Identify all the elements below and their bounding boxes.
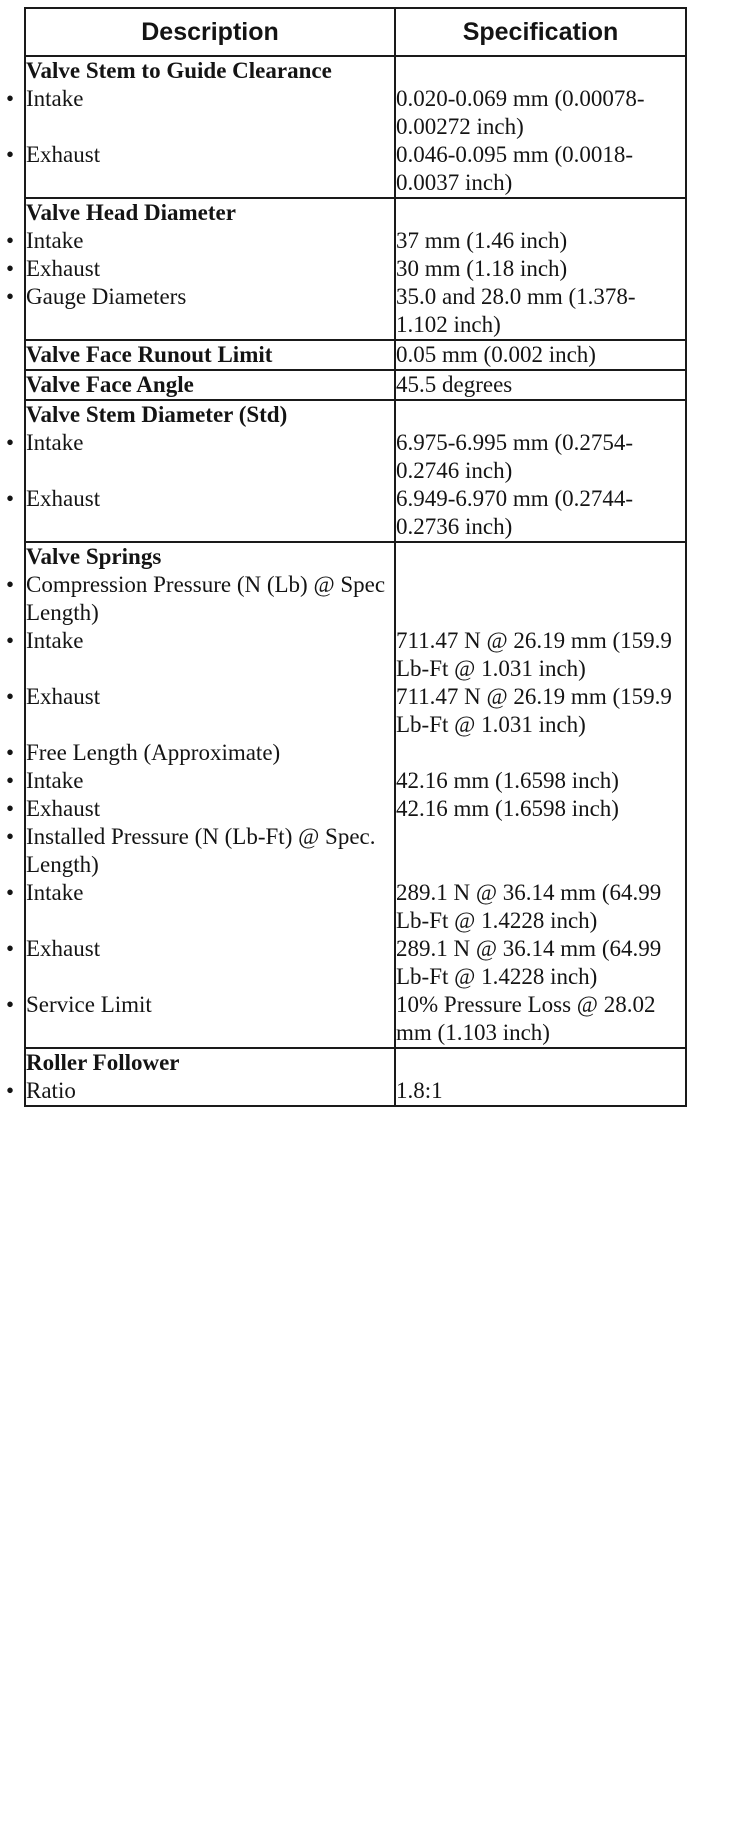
spec-item-label: Exhaust (26, 796, 101, 821)
bullet-icon: • (6, 256, 15, 281)
spec-group (6, 542, 686, 1048)
spec-value: 289.1 N @ 36.14 mm (64.99 Lb-Ft @ 1.4228 inch) (396, 936, 662, 989)
spec-item-cell (6, 935, 395, 991)
spec-item-cell (6, 767, 395, 795)
spec-group (6, 56, 686, 198)
spec-row (25, 1077, 686, 1106)
group-heading-row (25, 542, 686, 571)
spec-value: 35.0 and 28.0 mm (1.378-1.102 inch) (396, 284, 636, 337)
spec-group (6, 1048, 686, 1106)
bullet-icon: • (6, 936, 15, 961)
spec-item-label: Ratio (26, 1078, 76, 1103)
spec-value: 1.8:1 (396, 1078, 443, 1103)
spec-row (25, 340, 686, 370)
bullet-icon: • (6, 284, 15, 309)
group-heading: Valve Face Angle (25, 370, 395, 400)
bullet-icon: • (6, 768, 15, 793)
spec-item-cell (6, 283, 395, 340)
bullet-icon: • (6, 880, 15, 905)
spec-item-label: Exhaust (26, 256, 101, 281)
spec-value: 6.949-6.970 mm (0.2744-0.2736 inch) (396, 486, 634, 539)
bullet-icon: • (6, 796, 15, 821)
spec-value: 37 mm (1.46 inch) (396, 228, 568, 253)
spec-item-label: Free Length (Approximate) (26, 740, 281, 765)
table-header (25, 8, 686, 56)
bullet-icon: • (6, 628, 15, 653)
spec-value: 289.1 N @ 36.14 mm (64.99 Lb-Ft @ 1.4228 inch) (396, 880, 662, 933)
group-heading: Valve Stem to Guide Clearance (25, 56, 395, 85)
spec-item-cell (6, 255, 395, 283)
spec-row (25, 370, 686, 400)
spec-item-cell (6, 683, 395, 739)
spec-item-cell (6, 795, 395, 823)
spec-item-label: Intake (26, 86, 84, 111)
spec-group (6, 400, 686, 542)
spec-row (25, 879, 686, 935)
spec-row (25, 795, 686, 823)
spec-item-label: Intake (26, 880, 84, 905)
group-heading: Roller Follower (25, 1048, 395, 1077)
spec-value: 42.16 mm (1.6598 inch) (396, 796, 619, 821)
bullet-icon: • (6, 486, 15, 511)
spec-item-cell (6, 627, 395, 683)
spec-item-cell (6, 485, 395, 542)
spec-value (395, 571, 686, 627)
spec-value: 10% Pressure Loss @ 28.02 mm (1.103 inch) (396, 992, 656, 1045)
spec-item-label: Intake (26, 228, 84, 253)
spec-item-cell (6, 227, 395, 255)
spec-item-cell (6, 85, 395, 141)
spec-value (395, 823, 686, 879)
spec-value: 6.975-6.995 mm (0.2754-0.2746 inch) (396, 430, 634, 483)
spec-row (25, 683, 686, 739)
spec-value: 30 mm (1.18 inch) (396, 256, 568, 281)
bullet-icon: • (6, 86, 15, 111)
group-heading-spec (395, 400, 686, 429)
spec-row (25, 935, 686, 991)
group-heading: Valve Springs (25, 542, 395, 571)
spec-value: 45.5 degrees (396, 372, 513, 397)
spec-item-cell (6, 571, 395, 627)
spec-value: 42.16 mm (1.6598 inch) (396, 768, 619, 793)
spec-item-label: Exhaust (26, 486, 101, 511)
spec-item-label: Intake (26, 768, 84, 793)
spec-item-label: Gauge Diameters (26, 284, 187, 309)
group-heading: Valve Head Diameter (25, 198, 395, 227)
bullet-icon: • (6, 430, 15, 455)
spec-value: 0.046-0.095 mm (0.0018-0.0037 inch) (396, 142, 634, 195)
spec-row (25, 255, 686, 283)
spec-item-cell (6, 823, 395, 879)
spec-value: 711.47 N @ 26.19 mm (159.9 Lb-Ft @ 1.031 inch) (396, 684, 672, 737)
spec-row (25, 141, 686, 198)
bullet-icon: • (6, 572, 15, 597)
spec-item-label: Service Limit (26, 992, 152, 1017)
spec-row (25, 991, 686, 1048)
spec-item-label: Installed Pressure (N (Lb-Ft) @ Spec. Length) (26, 824, 376, 877)
group-heading-spec (395, 542, 686, 571)
spec-item-label: Compression Pressure (N (Lb) @ Spec Length) (26, 572, 386, 625)
group-heading-row (25, 400, 686, 429)
group-heading: Valve Face Runout Limit (25, 340, 395, 370)
spec-item-label: Exhaust (26, 684, 101, 709)
group-heading-spec (395, 198, 686, 227)
group-heading-spec (395, 56, 686, 85)
spec-row (25, 85, 686, 141)
spec-row (25, 429, 686, 485)
spec-item-cell (6, 141, 395, 198)
spec-item-cell (6, 991, 395, 1048)
spec-item-cell (6, 1077, 395, 1106)
spec-group (25, 340, 686, 370)
description-column-header: Description (25, 8, 395, 56)
spec-row (25, 627, 686, 683)
spec-row (25, 571, 686, 627)
bullet-icon: • (6, 228, 15, 253)
spec-row (25, 767, 686, 795)
group-heading-row (25, 198, 686, 227)
group-heading-row (25, 56, 686, 85)
bullet-icon: • (6, 1078, 15, 1103)
specification-column-header: Specification (395, 8, 686, 56)
spec-group (6, 198, 686, 340)
spec-row (25, 227, 686, 255)
spec-value: 0.020-0.069 mm (0.00078-0.00272 inch) (396, 86, 645, 139)
spec-item-label: Intake (26, 430, 84, 455)
spec-row (25, 739, 686, 767)
spec-item-label: Exhaust (26, 936, 101, 961)
group-heading: Valve Stem Diameter (Std) (25, 400, 395, 429)
bullet-icon: • (6, 740, 15, 765)
bullet-icon: • (6, 684, 15, 709)
spec-item-label: Intake (26, 628, 84, 653)
bullet-icon: • (6, 142, 15, 167)
bullet-icon: • (6, 992, 15, 1017)
spec-item-cell (6, 879, 395, 935)
spec-value (395, 739, 686, 767)
group-heading-row (25, 1048, 686, 1077)
spec-row (25, 485, 686, 542)
spec-item-cell (6, 429, 395, 485)
spec-item-cell (6, 739, 395, 767)
spec-group (25, 370, 686, 400)
spec-item-label: Exhaust (26, 142, 101, 167)
spec-value: 0.05 mm (0.002 inch) (396, 342, 596, 367)
bullet-icon: • (6, 824, 15, 849)
spec-table (6, 7, 687, 1107)
spec-value: 711.47 N @ 26.19 mm (159.9 Lb-Ft @ 1.031 inch) (396, 628, 672, 681)
group-heading-spec (395, 1048, 686, 1077)
spec-row (25, 823, 686, 879)
spec-row (25, 283, 686, 340)
